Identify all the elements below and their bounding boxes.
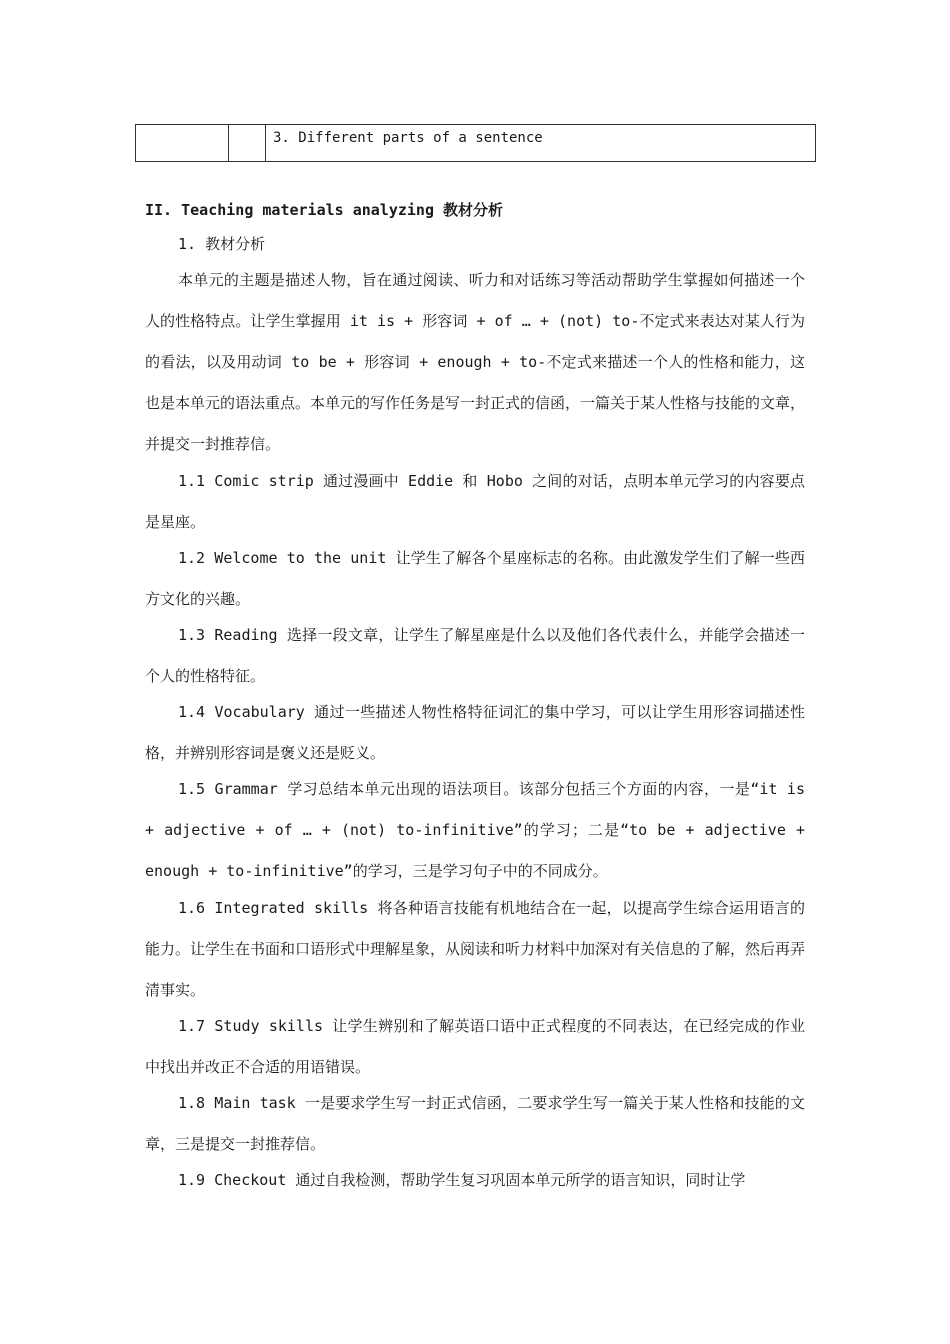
table-cell [136, 125, 229, 162]
table-cell [229, 125, 266, 162]
table-cell: 3. Different parts of a sentence [266, 125, 816, 162]
section-heading: II. Teaching materials analyzing 教材分析 [145, 201, 504, 219]
paragraph-study-skills: 1.7 Study skills 让学生辨别和了解英语口语中正式程度的不同表达，在已经完成的作业中找出并改正不合适的用语错误。 [145, 1017, 805, 1076]
paragraph-vocabulary: 1.4 Vocabulary 通过一些描述人物性格特征词汇的集中学习，可以让学生用形容词描述性格，并辨别形容词是褒义还是贬义。 [145, 703, 805, 762]
paragraph-comic-strip: 1.1 Comic strip 通过漫画中 Eddie 和 Hobo 之间的对话，点明本单元学习的内容要点是星座。 [145, 472, 805, 531]
intro-paragraph: 本单元的主题是描述人物，旨在通过阅读、听力和对话练习等活动帮助学生掌握如何描述一个人的性格特点。让学生掌握用 it is + 形容词 + of … + (not) to-不定式来表达对某人行为的看法，以及用动词 to be + 形容词 + enough + to-不定式来描述一个人的性格和能力，这也是本单元的语法重点。本单元的写作任务是写一封正式的信函，一篇关于某人性格与技能的文章，并提交一封推荐信。 [145, 271, 806, 453]
continuation-table [135, 124, 816, 162]
paragraph-welcome: 1.2 Welcome to the unit 让学生了解各个星座标志的名称。由此激发学生们了解一些西方文化的兴趣。 [145, 549, 805, 608]
table-row [136, 125, 816, 162]
paragraph-reading: 1.3 Reading 选择一段文章，让学生了解星座是什么以及他们各代表什么，并能学会描述一个人的性格特征。 [145, 626, 805, 685]
paragraph-grammar: 1.5 Grammar 学习总结本单元出现的语法项目。该部分包括三个方面的内容，一是“it is + adjective + of … + (not) to-infinitive”的学习；二是“to be + adjective + enough + to-infinitive”的学习，三是学习句子中的不同成分。 [145, 780, 805, 880]
paragraph-main-task: 1.8 Main task 一是要求学生写一封正式信函，二要求学生写一篇关于某人性格和技能的文章，三是提交一封推荐信。 [145, 1094, 805, 1153]
paragraph-checkout: 1.9 Checkout 通过自我检测，帮助学生复习巩固本单元所学的语言知识，同时让学 [178, 1171, 746, 1189]
paragraph-integrated-skills: 1.6 Integrated skills 将各种语言技能有机地结合在一起，以提高学生综合运用语言的能力。让学生在书面和口语形式中理解星象，从阅读和听力材料中加深对有关信息的了解，然后再弄清事实。 [145, 899, 806, 999]
subheading: 1. 教材分析 [178, 235, 266, 253]
